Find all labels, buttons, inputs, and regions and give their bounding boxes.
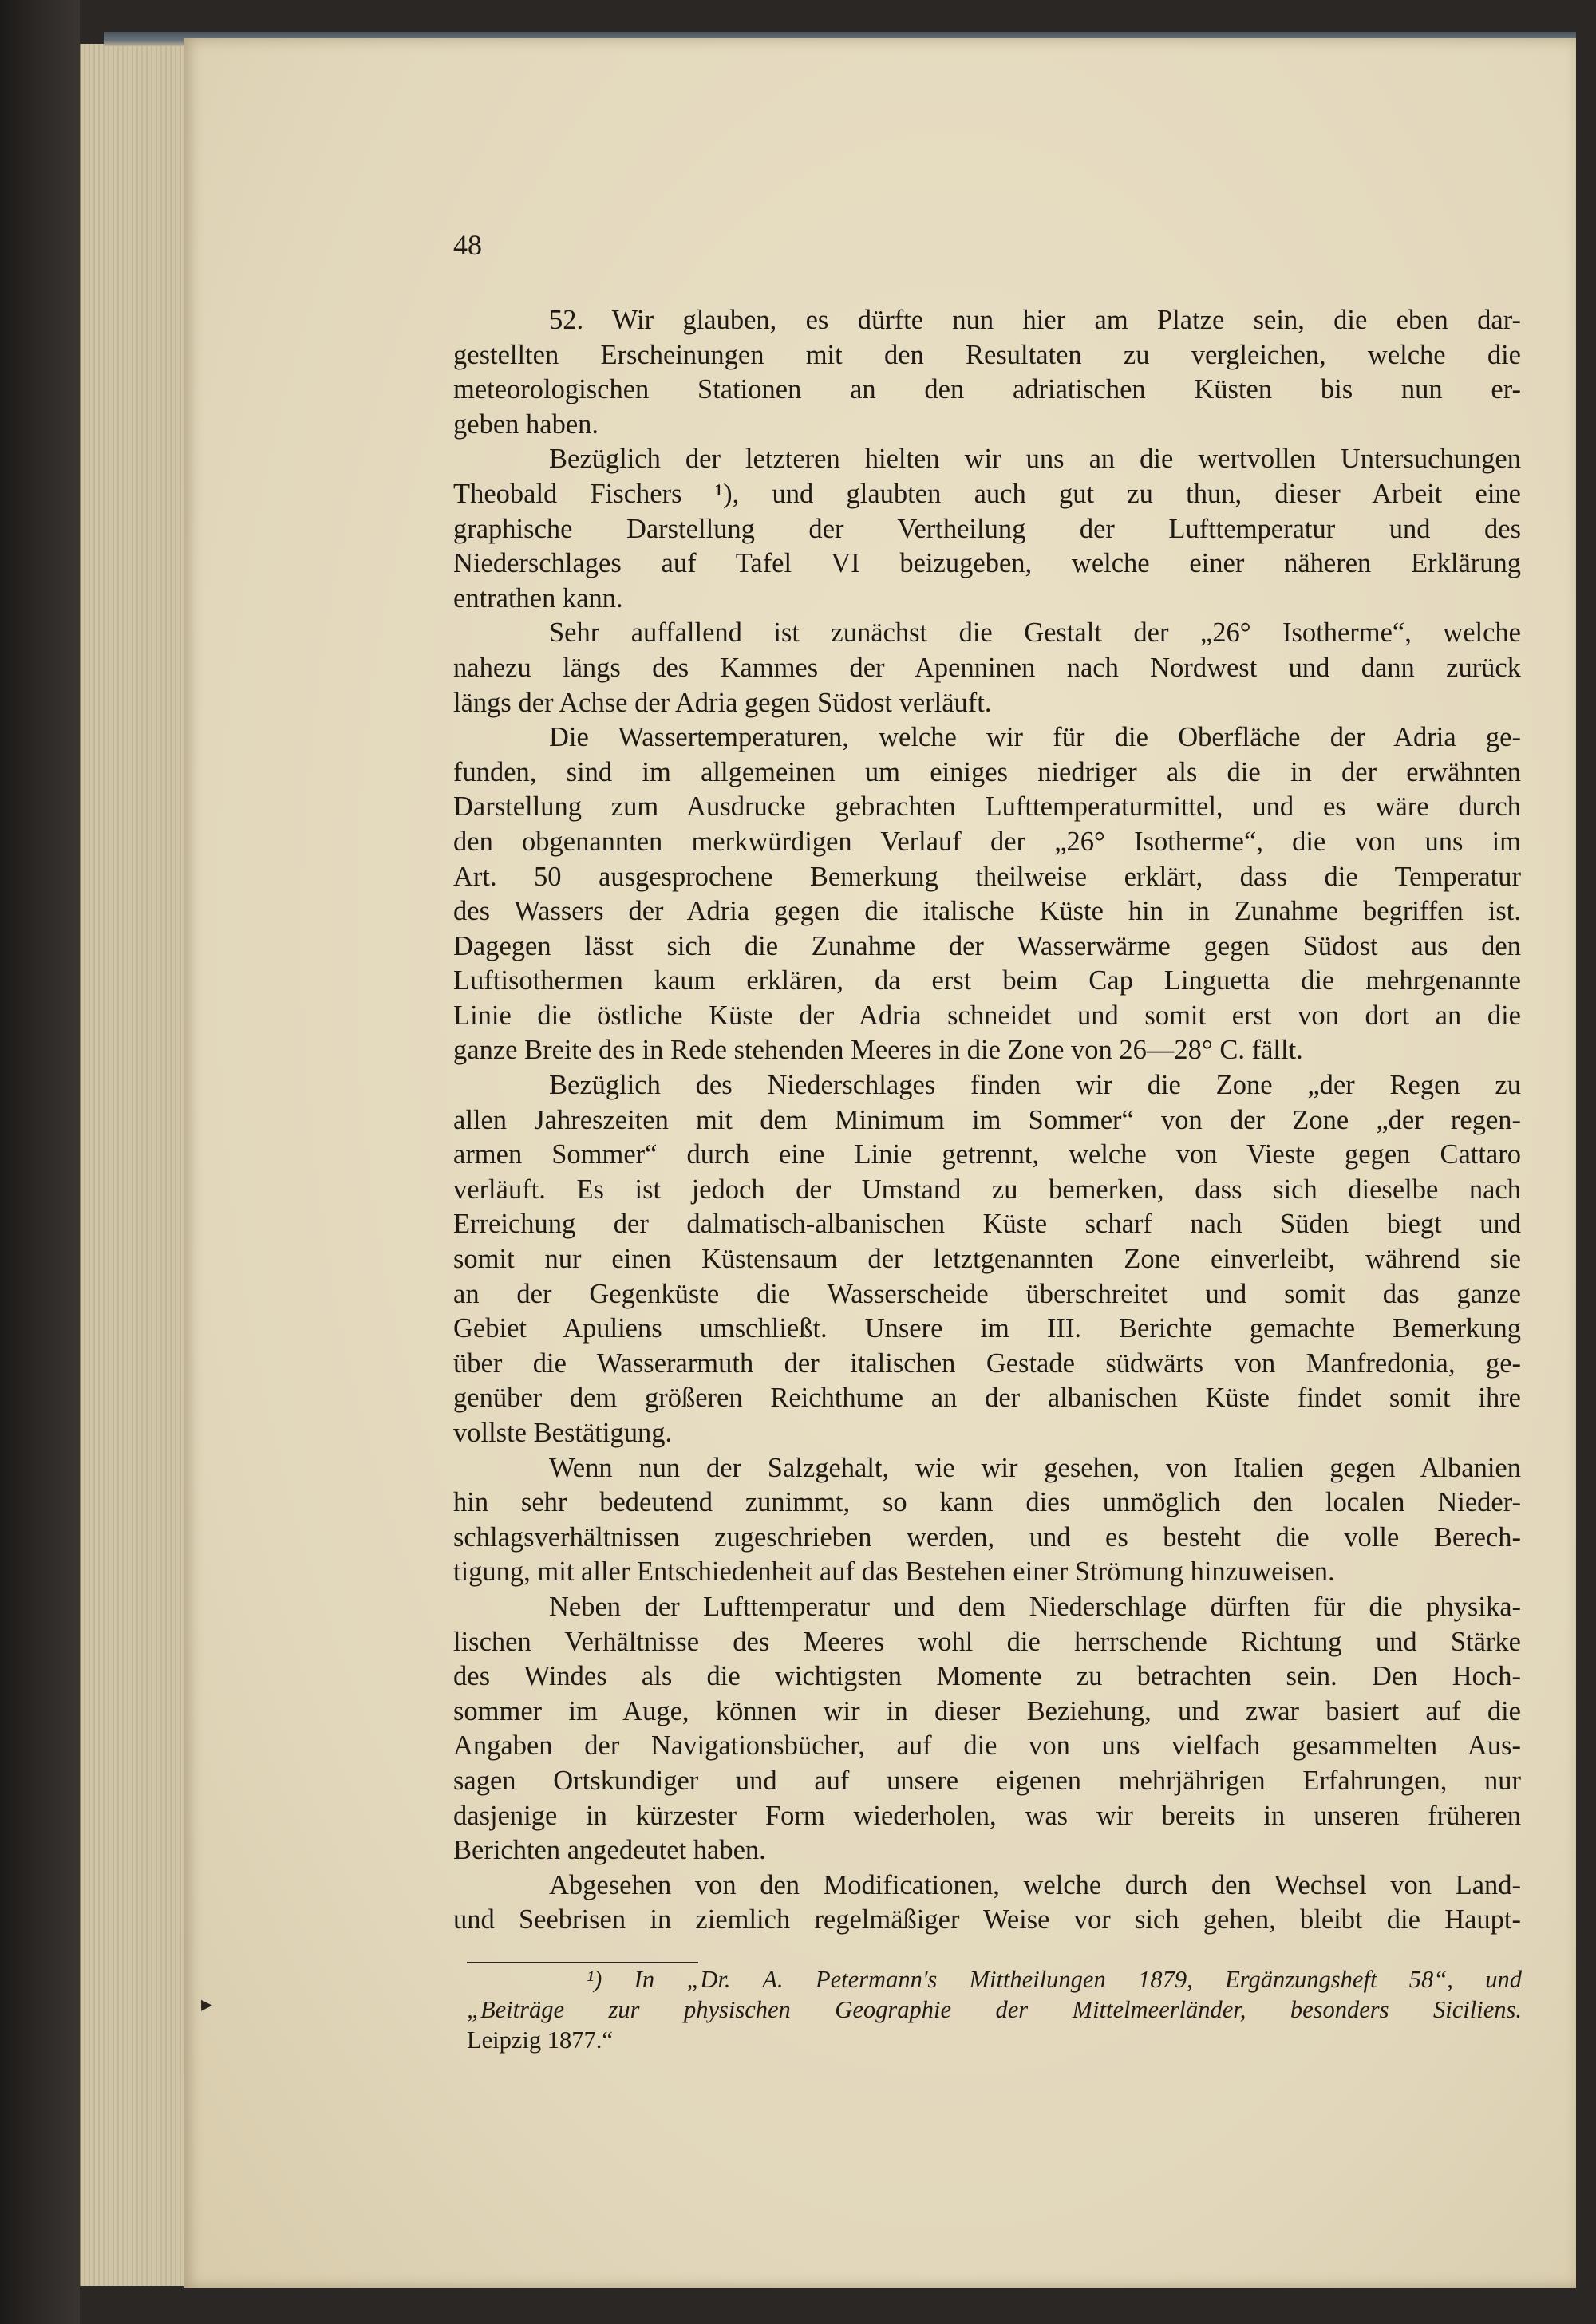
text-line: entrathen kann. bbox=[453, 582, 623, 614]
text-line: tigung, mit aller Entschiedenheit auf das Bestehen einer Strömung hinzuweisen. bbox=[453, 1557, 1335, 1588]
text-line: graphische Darstellung der Vertheilung der Lufttemperatur und des bbox=[453, 513, 1521, 544]
text-line: Bezüglich der letzteren hielten wir uns an die wertvollen Untersuchungen bbox=[549, 444, 1521, 475]
text-line: Darstellung zum Ausdrucke gebrachten Lufttemperaturmittel, und es wäre durch bbox=[453, 791, 1521, 823]
text-line: Erreichung der dalmatisch-albanischen Küste scharf nach Süden biegt und bbox=[453, 1209, 1521, 1240]
text-line: nahezu längs des Kammes der Apenninen nach Nordwest und dann zurück bbox=[453, 652, 1521, 683]
text-line: dasjenige in kürzester Form wiederholen, was wir bereits in unseren früheren bbox=[453, 1800, 1521, 1831]
text-line: Wenn nun der Salzgehalt, wie wir gesehen, von Italien gegen Albanien bbox=[549, 1452, 1521, 1483]
text-line: Neben der Lufttemperatur und dem Niederschlage dürften für die physika- bbox=[549, 1591, 1521, 1622]
text-line: Art. 50 ausgesprochene Bemerkung theilweise erklärt, dass die Temperatur bbox=[453, 861, 1521, 892]
paragraph bbox=[453, 1590, 1521, 1868]
footnote-rule bbox=[467, 1962, 698, 1963]
paragraph bbox=[453, 616, 1521, 720]
text-line: vollste Bestätigung. bbox=[453, 1418, 673, 1448]
text-line: schlagsverhältnissen zugeschrieben werden, und es besteht die volle Berech- bbox=[453, 1521, 1521, 1553]
text-line: über die Wasserarmuth der italischen Gestade südwärts von Manfredonia, ge- bbox=[453, 1347, 1521, 1379]
footnote-line: Leipzig 1877.“ bbox=[467, 2026, 613, 2054]
text-line: des Wassers der Adria gegen die italische Küste hin in Zunahme begriffen ist. bbox=[453, 896, 1521, 927]
text-line: Theobald Fischers ¹), und glaubten auch gut zu thun, dieser Arbeit eine bbox=[453, 478, 1521, 509]
footnote bbox=[467, 1964, 1522, 2055]
text-line: Berichten angedeutet haben. bbox=[453, 1835, 766, 1866]
footnote-line: ¹) In „Dr. A. Petermann's Mittheilungen 1879, Ergänzungsheft 58“, und bbox=[587, 1966, 1522, 1993]
paragraph bbox=[453, 1068, 1521, 1451]
paragraph bbox=[453, 1868, 1521, 1938]
margin-mark: ▸ bbox=[201, 1992, 213, 2017]
text-line: Niederschlages auf Tafel VI beizugeben, welche einer näheren Erklärung bbox=[453, 548, 1521, 579]
paragraph-52 bbox=[453, 303, 1521, 442]
text-line: sagen Ortskundiger und auf unsere eigenen mehrjährigen Erfahrungen, nur bbox=[453, 1765, 1521, 1796]
text-line: genüber dem größeren Reichthume an der albanischen Küste findet somit ihre bbox=[453, 1383, 1521, 1414]
text-line: Gebiet Apuliens umschließt. Unsere im III. Berichte gemachte Bemerkung bbox=[453, 1313, 1521, 1344]
footnote-line: „Beiträge zur physischen Geographie der Mittelmeerländer, besonders Siciliens. bbox=[467, 1996, 1522, 2023]
text-line: allen Jahreszeiten mit dem Minimum im Sommer“ von der Zone „der regen- bbox=[453, 1104, 1521, 1135]
text-line: sommer im Auge, können wir in dieser Beziehung, und zwar basiert auf die bbox=[453, 1695, 1521, 1726]
text-line: an der Gegenküste die Wasserscheide überschreitet und somit das ganze bbox=[453, 1278, 1521, 1309]
text-line: hin sehr bedeutend zunimmt, so kann dies unmöglich den localen Nieder- bbox=[453, 1487, 1521, 1518]
paragraph bbox=[453, 442, 1521, 616]
text-line: den obgenannten merkwürdigen Verlauf der „26° Isotherme“, die von uns im bbox=[453, 826, 1521, 857]
text-line: Linie die östliche Küste der Adria schneidet und somit erst von dort an die bbox=[453, 1000, 1521, 1031]
page-number: 48 bbox=[453, 229, 482, 261]
text-line: meteorologischen Stationen an den adriatischen Küsten bis nun er- bbox=[453, 374, 1521, 405]
text-line: 52. Wir glauben, es dürfte nun hier am Platze sein, die eben dar- bbox=[549, 305, 1521, 335]
text-line: lischen Verhältnisse des Meeres wohl die herrschende Richtung und Stärke bbox=[453, 1626, 1521, 1657]
text-line: ganze Breite des in Rede stehenden Meeres in die Zone von 26—28° C. fällt. bbox=[453, 1035, 1303, 1066]
text-line: Luftisothermen kaum erklären, da erst beim Cap Linguetta die mehrgenannte bbox=[453, 965, 1521, 996]
text-line: Bezüglich des Niederschlages finden wir die Zone „der Regen zu bbox=[549, 1070, 1521, 1101]
paragraph bbox=[453, 1451, 1521, 1590]
text-line: gestellten Erscheinungen mit den Resultaten zu vergleichen, welche die bbox=[453, 339, 1521, 370]
book-binding bbox=[0, 0, 80, 2324]
text-line: somit nur einen Küstensaum der letztgenannten Zone einverleibt, während sie bbox=[453, 1244, 1521, 1275]
text-line: Angaben der Navigationsbücher, auf die von uns vielfach gesammelten Aus- bbox=[453, 1730, 1521, 1762]
text-line: Die Wassertemperaturen, welche wir für die Oberfläche der Adria ge- bbox=[549, 722, 1521, 753]
paragraph bbox=[453, 720, 1521, 1068]
body-text bbox=[453, 303, 1521, 1938]
text-line: Abgesehen von den Modificationen, welche durch den Wechsel von Land- bbox=[549, 1869, 1521, 1900]
text-line: geben haben. bbox=[453, 408, 599, 440]
text-line: Dagegen lässt sich die Zunahme der Wasserwärme gegen Südost aus den bbox=[453, 930, 1521, 961]
text-line: Sehr auffallend ist zunächst die Gestalt der „26° Isotherme“, welche bbox=[549, 617, 1521, 649]
text-line: und Seebrisen in ziemlich regelmäßiger Weise vor sich gehen, bleibt die Haupt- bbox=[453, 1904, 1521, 1935]
text-line: des Windes als die wichtigsten Momente zu betrachten sein. Den Hoch- bbox=[453, 1661, 1521, 1692]
text-line: funden, sind im allgemeinen um einiges niedriger als die in der erwähnten bbox=[453, 756, 1521, 787]
text-line: armen Sommer“ durch eine Linie getrennt, welche von Vieste gegen Cattaro bbox=[453, 1139, 1521, 1170]
text-line: verläuft. Es ist jedoch der Umstand zu bemerken, dass sich dieselbe nach bbox=[453, 1174, 1521, 1205]
text-line: längs der Achse der Adria gegen Südost verläuft. bbox=[453, 687, 992, 718]
